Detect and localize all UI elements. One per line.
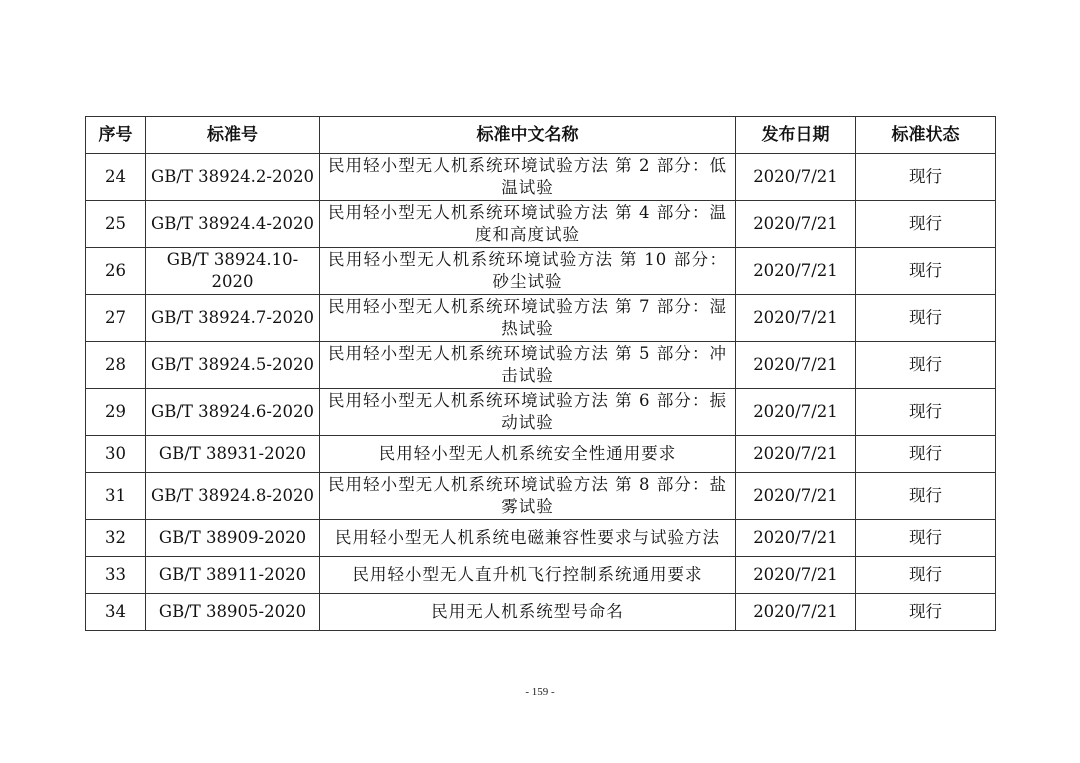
cell-standard-code: GB/T 38924.6-2020 (146, 389, 320, 436)
cell-serial-number: 24 (86, 154, 146, 201)
cell-release-date: 2020/7/21 (736, 295, 856, 342)
cell-serial-number: 28 (86, 342, 146, 389)
cell-standard-name (320, 342, 736, 389)
table-row (86, 557, 996, 594)
cell-standard-code: GB/T 38924.10-2020 (146, 248, 320, 295)
cell-standard-status: 现行 (856, 436, 996, 473)
table-row (86, 295, 996, 342)
cell-standard-status: 现行 (856, 473, 996, 520)
cell-release-date: 2020/7/21 (736, 520, 856, 557)
cell-release-date: 2020/7/21 (736, 436, 856, 473)
cell-standard-name (320, 154, 736, 201)
page-number: - 159 - (525, 686, 555, 698)
cell-standard-code: GB/T 38924.7-2020 (146, 295, 320, 342)
table-row (86, 154, 996, 201)
cell-release-date: 2020/7/21 (736, 594, 856, 631)
cell-release-date: 2020/7/21 (736, 389, 856, 436)
cell-standard-name (320, 295, 736, 342)
cell-standard-code: GB/T 38931-2020 (146, 436, 320, 473)
cell-serial-number: 25 (86, 201, 146, 248)
table-header-row (86, 117, 996, 154)
cell-standard-code: GB/T 38924.5-2020 (146, 342, 320, 389)
cell-serial-number: 31 (86, 473, 146, 520)
cell-serial-number: 34 (86, 594, 146, 631)
cell-release-date: 2020/7/21 (736, 201, 856, 248)
cell-standard-name (320, 557, 736, 594)
cell-release-date: 2020/7/21 (736, 154, 856, 201)
table-row (86, 594, 996, 631)
cell-serial-number: 30 (86, 436, 146, 473)
cell-release-date: 2020/7/21 (736, 557, 856, 594)
header-serial-number: 序号 (86, 117, 146, 154)
cell-standard-name (320, 520, 736, 557)
cell-release-date: 2020/7/21 (736, 473, 856, 520)
cell-standard-name (320, 248, 736, 295)
header-standard-code: 标准号 (146, 117, 320, 154)
cell-standard-code: GB/T 38909-2020 (146, 520, 320, 557)
standard-name-text: 民用轻小型无人机系统环境试验方法 第 2 部分：低温试验 (328, 156, 727, 197)
cell-serial-number: 32 (86, 520, 146, 557)
cell-release-date: 2020/7/21 (736, 342, 856, 389)
cell-standard-status: 现行 (856, 594, 996, 631)
cell-standard-code: GB/T 38905-2020 (146, 594, 320, 631)
standard-name-text: 民用轻小型无人机系统电磁兼容性要求与试验方法 (335, 528, 720, 547)
cell-standard-code: GB/T 38924.8-2020 (146, 473, 320, 520)
standard-name-text: 民用轻小型无人机系统环境试验方法 第 7 部分：湿热试验 (328, 297, 727, 338)
cell-standard-name (320, 594, 736, 631)
header-release-date: 发布日期 (736, 117, 856, 154)
table-row (86, 436, 996, 473)
standard-name-text: 民用轻小型无人机系统环境试验方法 第 6 部分：振动试验 (328, 391, 727, 432)
standard-name-text: 民用轻小型无人机系统环境试验方法 第 5 部分：冲击试验 (328, 344, 727, 385)
cell-serial-number: 33 (86, 557, 146, 594)
standard-name-text: 民用轻小型无人机系统安全性通用要求 (378, 444, 677, 463)
standard-name-text: 民用轻小型无人直升机飞行控制系统通用要求 (352, 565, 703, 584)
cell-standard-name (320, 389, 736, 436)
cell-standard-code: GB/T 38911-2020 (146, 557, 320, 594)
cell-standard-status: 现行 (856, 342, 996, 389)
cell-standard-status: 现行 (856, 248, 996, 295)
standard-name-text: 民用轻小型无人机系统环境试验方法 第 4 部分：温度和高度试验 (328, 203, 727, 244)
cell-standard-status: 现行 (856, 557, 996, 594)
cell-standard-status: 现行 (856, 201, 996, 248)
table-row (86, 248, 996, 295)
cell-standard-name (320, 201, 736, 248)
standard-name-text: 民用轻小型无人机系统环境试验方法 第 10 部分：砂尘试验 (328, 250, 727, 291)
cell-serial-number: 26 (86, 248, 146, 295)
cell-standard-code: GB/T 38924.2-2020 (146, 154, 320, 201)
cell-standard-name (320, 473, 736, 520)
table-row (86, 201, 996, 248)
table-row (86, 473, 996, 520)
cell-serial-number: 27 (86, 295, 146, 342)
cell-standard-name (320, 436, 736, 473)
cell-standard-status: 现行 (856, 520, 996, 557)
standard-name-text: 民用轻小型无人机系统环境试验方法 第 8 部分：盐雾试验 (328, 475, 727, 516)
cell-standard-code: GB/T 38924.4-2020 (146, 201, 320, 248)
cell-standard-status: 现行 (856, 295, 996, 342)
table-row (86, 520, 996, 557)
cell-standard-status: 现行 (856, 154, 996, 201)
table-row (86, 342, 996, 389)
cell-standard-status: 现行 (856, 389, 996, 436)
header-standard-status: 标准状态 (856, 117, 996, 154)
cell-serial-number: 29 (86, 389, 146, 436)
header-standard-name: 标准中文名称 (320, 117, 736, 154)
standard-name-text: 民用无人机系统型号命名 (431, 602, 624, 621)
cell-release-date: 2020/7/21 (736, 248, 856, 295)
standards-table (85, 116, 996, 631)
table-row (86, 389, 996, 436)
